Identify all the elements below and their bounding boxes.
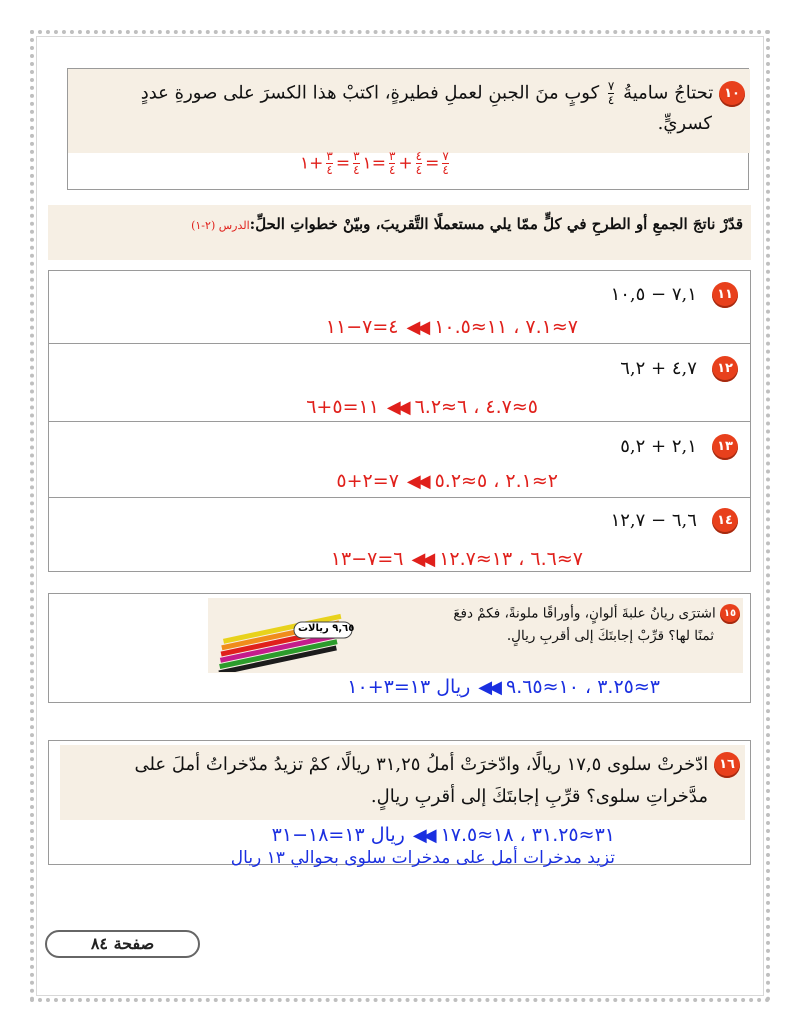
exercise-expression: ٧,١ − ١٠,٥ [610, 283, 697, 305]
exercise-expression: ٦,٦ − ١٢,٧ [610, 509, 697, 531]
page-number-label: صفحة ٨٤ [45, 930, 200, 958]
question-number-badge: ١١ [712, 282, 738, 308]
question-10-answer: ١ $\frac{٣}{٤}$ = $\frac{٣}{٤}$ +١ = $\frac{٣}{٤}$ + $\frac{٤}{٤}$ = $\frac{٧}{٤}$ [300, 149, 449, 177]
question-number-badge: ١٢ [712, 356, 738, 382]
question-16-answer: ٣١≈٣١.٢٥ ، ١٨≈١٧.٥◀◀ريال ١٣=١٨−٣١ [271, 824, 615, 846]
colored-pencils-image [210, 612, 360, 672]
question-16-conclusion: تزيد مدخرات أمل على مدخرات سلوى بحوالي ١٣ ريال [230, 848, 615, 868]
exercise-answer: ٧≈٦.٦ ، ١٣≈١٢.٧◀◀٦=٧−١٣ [330, 548, 583, 570]
exercise-14 [48, 508, 738, 570]
price-tag: ٩,٦٥ ريالات [298, 623, 355, 634]
question-number-badge: ١٥ [720, 604, 740, 624]
exercise-13 [48, 434, 738, 492]
question-text-line2: مدَّخراتِ سلوى؟ قرِّبِ إجابتَكَ إلى أقربِ ريالٍ. [370, 786, 708, 807]
exercise-answer: ٢≈٢.١ ، ٥≈٥.٢◀◀٧=٢+٥ [336, 470, 558, 492]
exercise-11 [48, 282, 738, 338]
instruction-banner [48, 205, 751, 260]
lesson-ref: الدرس (٢-١) [191, 219, 250, 232]
question-number-badge: ١٣ [712, 434, 738, 460]
question-15-text [400, 604, 740, 644]
exercise-answer: ٥≈٤.٧ ، ٦≈٦.٢◀◀١١=٥+٦ [306, 396, 538, 418]
question-text-part: كوبٍ منَ الجبنِ لعملِ فطيرةٍ، اكتبْ هذا الكسرَ على صورةِ عددٍ [140, 82, 600, 104]
question-15-answer: ٣≈٣.٢٥ ، ١٠≈٩.٦٥◀◀ريال ١٣=٣+١٠ [347, 676, 660, 698]
instruction-text: قدّرْ ناتجَ الجمعِ أو الطرحِ في كلٍّ ممّا يلي مستعملًا التَّقريبَ، وبيّنْ خطواتِ الحلِّ: [249, 215, 743, 233]
question-number-badge: ١٦ [714, 752, 740, 778]
question-text-line1: ادّخرتْ سلوى ١٧,٥ ريالًا، وادّخرَتْ أملُ ٣١,٢٥ ريالًا، كمْ تزيدُ مدّخراتُ أملَ على [134, 754, 709, 775]
question-number-badge: ١٠ [719, 81, 745, 107]
exercise-expression: ٤,٧ + ٦,٢ [620, 357, 697, 379]
question-16-text [65, 752, 740, 807]
question-text-part: تحتاجُ ساميةُ [623, 82, 714, 104]
question-text-line2: ثمنًا لها؟ قرِّبْ إجابتَكَ إلى أقربِ ريالٍ. [506, 628, 714, 644]
exercise-expression: ٢,١ + ٥,٢ [620, 435, 697, 457]
question-text-line2: كسريٍّ. [657, 113, 712, 134]
question-10-text [75, 80, 745, 134]
fraction: $\frac{٧}{٤}$ [607, 79, 615, 107]
question-text-line1: اشترَى ريانُ علبةَ ألوانٍ، وأوراقًا ملونةً، فكمْ دفعَ [453, 605, 716, 622]
exercise-answer: ٧≈٧.١ ، ١١≈١٠.٥◀◀٤=٧−١١ [325, 316, 578, 338]
question-number-badge: ١٤ [712, 508, 738, 534]
exercise-12 [48, 356, 738, 418]
